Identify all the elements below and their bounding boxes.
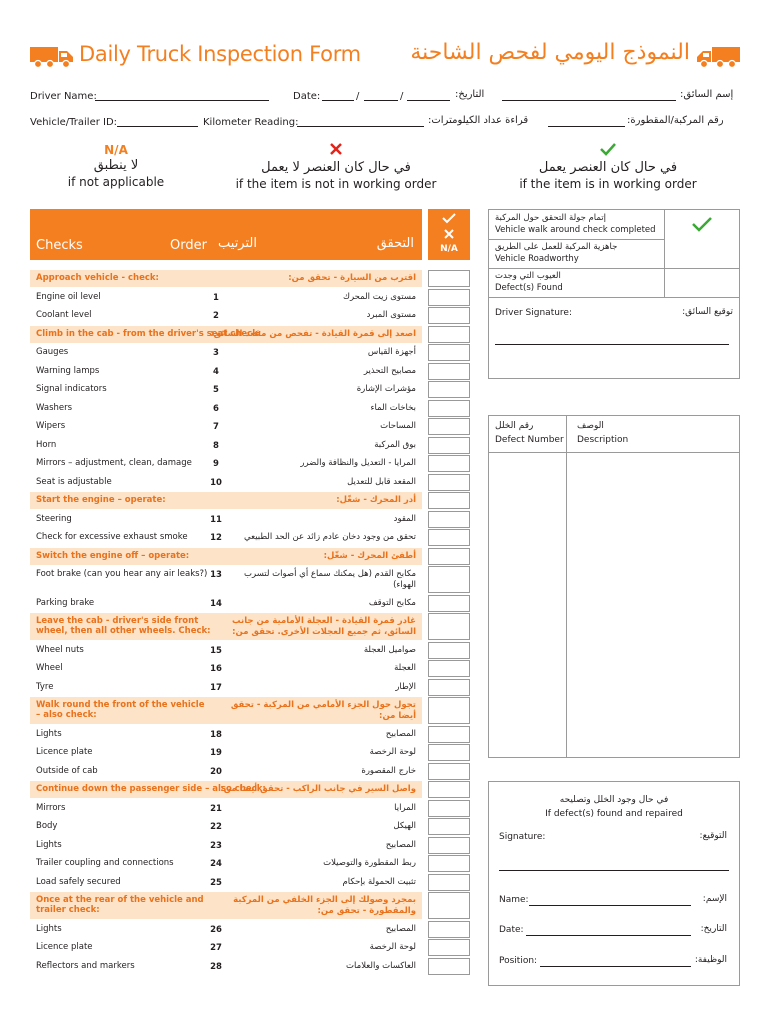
repair-position-field[interactable] xyxy=(540,966,691,967)
status-checkbox[interactable] xyxy=(428,726,470,743)
check-item-label-arabic: تحقق من وجود دخان عادم زائد عن الحد الطبيعي xyxy=(244,532,416,542)
repair-title-arabic: في حال وجود الخلل وتصليحه xyxy=(559,795,669,805)
description-english: Description xyxy=(577,435,629,445)
col-order: Order xyxy=(170,238,207,253)
check-item-label-arabic: لوحة الرخصة xyxy=(369,747,416,757)
table-row xyxy=(30,418,422,435)
driver-name-field-arabic[interactable] xyxy=(502,100,676,101)
driver-signature-field[interactable] xyxy=(495,344,729,345)
section-row xyxy=(30,697,422,724)
repair-signature-label: Signature: xyxy=(499,832,546,842)
na-symbol: N/A xyxy=(104,143,128,157)
check-item-label: Load safely secured xyxy=(36,876,121,887)
status-checkbox[interactable] xyxy=(428,939,470,956)
vehicle-id-label: Vehicle/Trailer ID: xyxy=(30,117,118,128)
section-label-arabic: أدر المحرك - شغّل: xyxy=(336,495,416,505)
status-checkbox xyxy=(428,492,470,509)
check-item-label-arabic: مؤشرات الإشارة xyxy=(356,384,416,394)
check-icon xyxy=(599,142,617,156)
driver-name-label-arabic: إسم السائق: xyxy=(680,89,734,100)
check-item-label: Body xyxy=(36,821,58,831)
section-row xyxy=(30,326,422,343)
check-order-number: 20 xyxy=(210,766,222,777)
description-arabic: الوصف xyxy=(577,421,604,431)
defects-found-english: Defect(s) Found xyxy=(495,283,563,293)
check-item-label-arabic: مصابيح التحذير xyxy=(363,365,416,376)
check-item-label-arabic: المقود xyxy=(393,513,416,524)
check-order-number: 19 xyxy=(210,748,222,758)
section-row xyxy=(30,781,422,798)
section-label: Walk round the front of the vehicle – also check: xyxy=(36,700,205,720)
km-reading-field-arabic[interactable] xyxy=(548,126,625,127)
check-order-number: 25 xyxy=(210,877,222,888)
status-checkbox[interactable] xyxy=(428,818,470,835)
check-order-number: 17 xyxy=(210,682,222,693)
check-item-label-arabic: المصابيح xyxy=(385,728,416,739)
defects-found-box[interactable] xyxy=(665,269,740,298)
section-row xyxy=(30,548,422,565)
table-row xyxy=(30,958,422,975)
legend-not-working-arabic: في حال كان العنصر لا يعمل xyxy=(261,160,411,175)
status-checkbox[interactable] xyxy=(428,474,470,491)
check-item-label-arabic: أجهزة القياس xyxy=(367,347,416,357)
status-checkbox[interactable] xyxy=(428,437,470,454)
check-item-label-arabic: صواميل العجلة xyxy=(363,644,416,655)
status-checkbox[interactable] xyxy=(428,837,470,854)
defects-found-arabic: العيوب التي وجدت xyxy=(495,271,561,281)
status-checkbox[interactable] xyxy=(428,855,470,872)
km-reading-label: Kilometer Reading: xyxy=(203,117,299,128)
section-label: Start the engine – operate: xyxy=(36,495,166,505)
table-row xyxy=(30,642,422,659)
defect-number-arabic: رقم الخلل xyxy=(495,421,534,431)
table-row xyxy=(30,381,422,398)
roadworthy-arabic: جاهزية المركبة للعمل على الطريق xyxy=(495,242,618,252)
table-row xyxy=(30,344,422,361)
table-row xyxy=(30,455,422,472)
roadworthy-box[interactable] xyxy=(665,240,740,269)
cross-icon xyxy=(443,228,455,240)
legend-working-arabic: في حال كان العنصر يعمل xyxy=(538,160,678,175)
km-reading-label-arabic: قراءة عداد الكيلومترات: xyxy=(428,115,529,126)
col-na: N/A xyxy=(440,244,458,254)
status-checkbox xyxy=(428,781,470,798)
check-item-label: Gauges xyxy=(36,347,69,357)
check-order-number: 3 xyxy=(213,348,219,358)
check-item-label-arabic: العاكسات والعلامات xyxy=(346,960,416,971)
check-item-label: Warning lamps xyxy=(36,365,100,376)
status-checkbox[interactable] xyxy=(428,418,470,435)
check-order-number: 28 xyxy=(210,961,222,972)
truck-icon xyxy=(696,44,740,70)
check-item-label: Coolant level xyxy=(36,310,92,320)
check-item-label: Wheel nuts xyxy=(36,644,84,655)
cross-icon xyxy=(329,142,343,156)
legend-working-english: if the item is in working order xyxy=(519,177,697,191)
status-checkbox[interactable] xyxy=(428,400,470,417)
check-order-number: 18 xyxy=(210,729,222,740)
status-checkbox[interactable] xyxy=(428,800,470,817)
table-row xyxy=(30,474,422,491)
repair-name-field[interactable] xyxy=(529,905,691,906)
check-order-number: 8 xyxy=(213,440,219,451)
repair-signature-label-arabic: التوقيع: xyxy=(699,831,727,841)
check-icon xyxy=(691,216,713,232)
table-row xyxy=(30,939,422,956)
check-order-number: 12 xyxy=(210,533,222,543)
table-row xyxy=(30,437,422,454)
table-row xyxy=(30,837,422,854)
table-row xyxy=(30,763,422,780)
check-item-label-arabic: ربط المقطورة والتوصيلات xyxy=(323,858,416,868)
check-order-number: 13 xyxy=(210,570,222,580)
date-label-arabic: التاريخ: xyxy=(455,89,485,100)
section-label-arabic: اصعد إلى قمرة القيادة - تفحص من مقعد السائق: xyxy=(210,328,416,339)
status-checkbox[interactable] xyxy=(428,307,470,324)
repair-date-field[interactable] xyxy=(526,935,691,936)
legend-working xyxy=(503,142,713,192)
check-order-number: 11 xyxy=(210,514,222,525)
check-order-number: 2 xyxy=(213,311,219,321)
check-item-label: Tyre xyxy=(36,681,54,692)
check-item-label: Seat is adjustable xyxy=(36,476,112,487)
check-order-number: 4 xyxy=(213,366,219,377)
driver-name-label: Driver Name: xyxy=(30,91,97,102)
legend-na-english: if not applicable xyxy=(67,175,165,189)
section-label: Continue down the passenger side – also check: xyxy=(36,784,266,794)
check-order-number: 9 xyxy=(213,459,219,469)
status-checkbox[interactable] xyxy=(428,344,470,361)
table-row xyxy=(30,595,422,612)
status-checkbox[interactable] xyxy=(428,642,470,659)
check-item-label: Lights xyxy=(36,839,62,850)
status-checkbox[interactable] xyxy=(428,381,470,398)
section-label: Climb in the cab - from the driver's seat check: xyxy=(36,328,262,339)
date-day-field[interactable] xyxy=(322,100,354,101)
legend-not-working-english: if the item is not in working order xyxy=(235,177,437,191)
check-item-label-arabic: المرايا - التعديل والنظافة والضرر xyxy=(300,458,416,468)
check-item-label: Wipers xyxy=(36,421,66,431)
col-checks: Checks xyxy=(36,238,83,253)
repair-signature-field[interactable] xyxy=(499,870,729,871)
km-reading-field[interactable] xyxy=(297,126,424,127)
status-checkbox[interactable] xyxy=(428,455,470,472)
status-checkbox[interactable] xyxy=(428,660,470,677)
status-checkbox[interactable] xyxy=(428,595,470,612)
check-item-label: Mirrors xyxy=(36,802,66,813)
check-item-label-arabic: الإطار xyxy=(395,681,416,692)
status-checkbox[interactable] xyxy=(428,921,470,938)
section-label: Switch the engine off – operate: xyxy=(36,550,190,561)
table-row xyxy=(30,307,422,324)
table-row xyxy=(30,566,422,593)
driver-name-field[interactable] xyxy=(95,100,269,101)
check-item-label-arabic: مستوى المبرد xyxy=(366,310,416,320)
repair-panel xyxy=(488,781,740,986)
check-item-label: Washers xyxy=(36,402,73,413)
walkaround-english: Vehicle walk around check completed xyxy=(495,225,656,235)
table-row xyxy=(30,679,422,696)
check-item-label: Parking brake xyxy=(36,597,95,608)
check-item-label-arabic: الهيكل xyxy=(393,821,416,831)
driver-signature-label-arabic: توقيع السائق: xyxy=(682,307,733,317)
roadworthy-cell xyxy=(489,240,665,269)
status-checkbox[interactable] xyxy=(428,679,470,696)
status-checkbox xyxy=(428,613,470,640)
defect-number-english: Defect Number xyxy=(495,435,564,445)
date-label: Date: xyxy=(293,91,321,102)
check-item-label-arabic: المساحات xyxy=(380,421,416,431)
status-checkbox[interactable] xyxy=(428,874,470,891)
check-item-label: Outside of cab xyxy=(36,765,98,776)
legend-not-working xyxy=(222,142,450,192)
repair-date-label: Date: xyxy=(499,925,524,935)
check-item-label-arabic: مستوى زيت المحرك xyxy=(342,291,416,302)
section-row xyxy=(30,270,422,287)
check-item-label-arabic: تثبيت الحمولة بإحكام xyxy=(342,876,416,887)
repair-title-english: If defect(s) found and repaired xyxy=(545,809,683,819)
walkaround-cell xyxy=(489,210,665,240)
check-order-number: 22 xyxy=(210,822,222,832)
check-order-number: 15 xyxy=(210,645,222,656)
status-checkbox xyxy=(428,697,470,724)
check-item-label: Engine oil level xyxy=(36,291,101,302)
status-checkbox xyxy=(428,548,470,565)
check-item-label-arabic: بخاخات الماء xyxy=(370,402,416,413)
repair-position-label: Position: xyxy=(499,956,538,966)
defect-number-column[interactable] xyxy=(489,416,567,757)
truck-icon xyxy=(30,44,74,70)
col-check-arabic: التحقق xyxy=(376,236,414,251)
check-item-label: Licence plate xyxy=(36,942,93,952)
check-order-number: 5 xyxy=(213,385,219,395)
section-label: Once at the rear of the vehicle and trailer check: xyxy=(36,895,204,915)
table-row xyxy=(30,511,422,528)
checks-table-header xyxy=(30,209,422,260)
roadworthy-english: Vehicle Roadworthy xyxy=(495,254,579,264)
status-checkbox[interactable] xyxy=(428,763,470,780)
section-row xyxy=(30,613,422,640)
date-year-field[interactable] xyxy=(407,100,450,101)
table-row xyxy=(30,726,422,743)
status-checkbox[interactable] xyxy=(428,363,470,380)
table-row xyxy=(30,289,422,306)
defects-found-cell xyxy=(489,269,665,298)
check-order-number: 6 xyxy=(213,403,219,414)
check-item-label-arabic: المرايا xyxy=(394,802,416,813)
table-row xyxy=(30,800,422,817)
section-label-arabic: واصل السير في جانب الراكب - تحقق أيضا من: xyxy=(220,784,416,794)
page-title: Daily Truck Inspection Form xyxy=(79,42,361,66)
check-order-number: 14 xyxy=(210,598,222,609)
check-item-label: Mirrors – adjustment, clean, damage xyxy=(36,458,192,468)
status-checkbox xyxy=(428,326,470,343)
section-label-arabic: غادر قمرة القيادة - العجلة الأمامية من جانب السائق، ثم جميع العجلات الأخرى. تحقق من: xyxy=(232,616,416,637)
section-row xyxy=(30,492,422,509)
defects-header-divider xyxy=(489,452,739,453)
check-item-label-arabic: المقعد قابل للتعديل xyxy=(347,476,416,487)
check-order-number: 24 xyxy=(210,859,222,869)
check-item-label: Trailer coupling and connections xyxy=(36,858,174,868)
status-checkbox[interactable] xyxy=(428,566,470,593)
status-column-header xyxy=(428,209,470,260)
table-row xyxy=(30,818,422,835)
legend-na xyxy=(60,142,172,190)
walkaround-arabic: إتمام جولة التحقق حول المركبة xyxy=(495,213,607,223)
page-title-arabic: النموذج اليومي لفحص الشاحنة xyxy=(410,40,690,65)
section-label: Approach vehicle - check: xyxy=(36,273,159,283)
check-item-label-arabic: المصابيح xyxy=(385,839,416,850)
section-label-arabic: اقترب من السيارة - تحقق من: xyxy=(288,273,416,283)
status-checkbox xyxy=(428,892,470,919)
status-checkbox[interactable] xyxy=(428,744,470,761)
legend-na-arabic: لا ينطبق xyxy=(93,158,139,173)
summary-panel xyxy=(488,209,740,379)
date-separator: / xyxy=(356,91,360,102)
check-item-label-arabic: مكابح التوقف xyxy=(368,597,416,608)
vehicle-id-label-arabic: رقم المركبة/المقطورة: xyxy=(627,115,724,126)
check-item-label-arabic: المصابيح xyxy=(385,923,416,934)
table-row xyxy=(30,921,422,938)
check-item-label: Horn xyxy=(36,439,57,450)
check-order-number: 23 xyxy=(210,840,222,851)
check-item-label: Signal indicators xyxy=(36,384,107,394)
check-icon xyxy=(441,212,457,224)
table-row xyxy=(30,529,422,546)
check-item-label-arabic: العجلة xyxy=(394,663,416,673)
repair-name-label: Name: xyxy=(499,895,529,905)
table-row xyxy=(30,855,422,872)
date-separator: / xyxy=(400,91,404,102)
table-row xyxy=(30,660,422,677)
status-checkbox[interactable] xyxy=(428,511,470,528)
section-label-arabic: أطفئ المحرك - شغّل: xyxy=(323,550,416,561)
check-order-number: 7 xyxy=(213,422,219,432)
check-order-number: 10 xyxy=(210,477,222,488)
check-order-number: 1 xyxy=(213,292,219,303)
status-checkbox[interactable] xyxy=(428,289,470,306)
check-item-label-arabic: لوحة الرخصة xyxy=(369,942,416,952)
table-row xyxy=(30,874,422,891)
driver-signature-label: Driver Signature: xyxy=(495,308,573,318)
repair-position-label-arabic: الوظيفة: xyxy=(694,955,727,965)
check-item-label: Licence plate xyxy=(36,747,93,757)
check-item-label-arabic: مكابح القدم (هل يمكنك سماع أي أصوات لتسرب الهواء) xyxy=(244,569,416,590)
status-checkbox[interactable] xyxy=(428,529,470,546)
date-month-field[interactable] xyxy=(364,100,398,101)
table-row xyxy=(30,400,422,417)
table-row xyxy=(30,363,422,380)
check-item-label-arabic: بوق المركبة xyxy=(374,439,416,450)
section-row xyxy=(30,892,422,919)
check-order-number: 21 xyxy=(210,803,222,814)
vehicle-id-field[interactable] xyxy=(117,126,198,127)
check-order-number: 16 xyxy=(210,664,222,674)
check-item-label: Reflectors and markers xyxy=(36,960,135,971)
check-item-label: Check for excessive exhaust smoke xyxy=(36,532,188,542)
check-order-number: 26 xyxy=(210,924,222,935)
table-row xyxy=(30,744,422,761)
repair-name-label-arabic: الإسم: xyxy=(702,894,727,904)
check-item-label: Wheel xyxy=(36,663,63,673)
col-order-arabic: الترتيب xyxy=(218,236,257,251)
section-label-arabic: بمجرد وصولك إلى الجزء الخلفي من المركبة والمقطورة - تحقق من: xyxy=(233,895,416,916)
check-item-label: Lights xyxy=(36,923,62,934)
repair-date-label-arabic: التاريخ: xyxy=(700,924,727,934)
check-order-number: 27 xyxy=(210,943,222,953)
status-checkbox[interactable] xyxy=(428,958,470,975)
section-label: Leave the cab - driver's side front wheel, then all other wheels. Check: xyxy=(36,616,211,636)
check-item-label: Foot brake (can you hear any air leaks?) xyxy=(36,569,208,579)
check-item-label: Steering xyxy=(36,513,72,524)
section-label-arabic: تجول حول الجزء الأمامي من المركبة - تحقق أيضا من: xyxy=(230,700,416,721)
check-item-label: Lights xyxy=(36,728,62,739)
status-checkbox xyxy=(428,270,470,287)
check-item-label-arabic: خارج المقصورة xyxy=(361,765,416,776)
defects-panel xyxy=(488,415,740,758)
